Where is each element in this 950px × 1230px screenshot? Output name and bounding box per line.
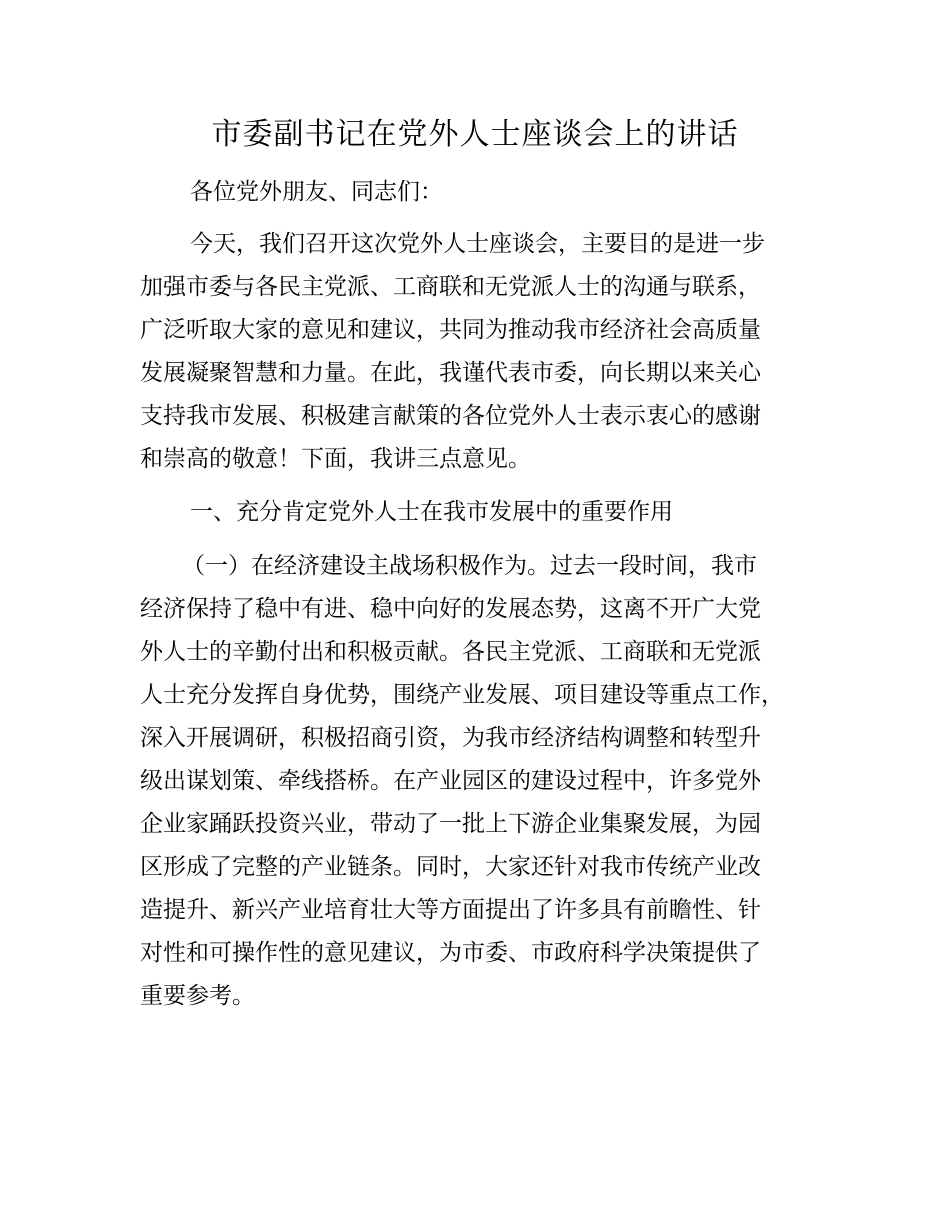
paragraph-2-line: 外人士的辛勤付出和积极贡献。各民主党派、工商联和无党派 bbox=[140, 639, 761, 665]
paragraph-1-line: 支持我市发展、积极建言献策的各位党外人士表示衷心的感谢 bbox=[140, 403, 761, 429]
document-title: 市委副书记在党外人士座谈会上的讲话 bbox=[211, 117, 739, 152]
paragraph-2-line: 造提升、新兴产业培育壮大等方面提出了许多具有前瞻性、针 bbox=[140, 897, 761, 923]
paragraph-1-line: 广泛听取大家的意见和建议，共同为推动我市经济社会高质量 bbox=[140, 317, 761, 343]
paragraph-2-line: 经济保持了稳中有进、稳中向好的发展态势，这离不开广大党 bbox=[140, 596, 761, 622]
section-1-heading: 一、充分肯定党外人士在我市发展中的重要作用 bbox=[190, 499, 673, 525]
paragraph-2-line: 级出谋划策、牵线搭桥。在产业园区的建设过程中，许多党外 bbox=[140, 768, 761, 794]
paragraph-2-line: 区形成了完整的产业链条。同时，大家还针对我市传统产业改 bbox=[140, 854, 761, 880]
paragraph-1-line: 加强市委与各民主党派、工商联和无党派人士的沟通与联系， bbox=[140, 274, 761, 300]
paragraph-1-line: 发展凝聚智慧和力量。在此，我谨代表市委，向长期以来关心 bbox=[140, 360, 761, 386]
paragraph-2-line: 深入开展调研，积极招商引资，为我市经济结构调整和转型升 bbox=[140, 725, 761, 751]
paragraph-2-line: 企业家踊跃投资兴业，带动了一批上下游企业集聚发展，为园 bbox=[140, 811, 761, 837]
paragraph-2-line: 重要参考。 bbox=[140, 983, 255, 1009]
paragraph-2-line: （一）在经济建设主战场积极作为。过去一段时间，我市 bbox=[182, 553, 757, 579]
paragraph-1-line: 和崇高的敬意！下面，我讲三点意见。 bbox=[140, 446, 531, 472]
salutation: 各位党外朋友、同志们： bbox=[190, 179, 443, 205]
paragraph-2-line: 对性和可操作性的意见建议，为市委、市政府科学决策提供了 bbox=[140, 940, 761, 966]
paragraph-2-line: 人士充分发挥自身优势，围绕产业发展、项目建设等重点工作， bbox=[140, 682, 784, 708]
paragraph-1-line: 今天，我们召开这次党外人士座谈会，主要目的是进一步 bbox=[190, 231, 765, 257]
